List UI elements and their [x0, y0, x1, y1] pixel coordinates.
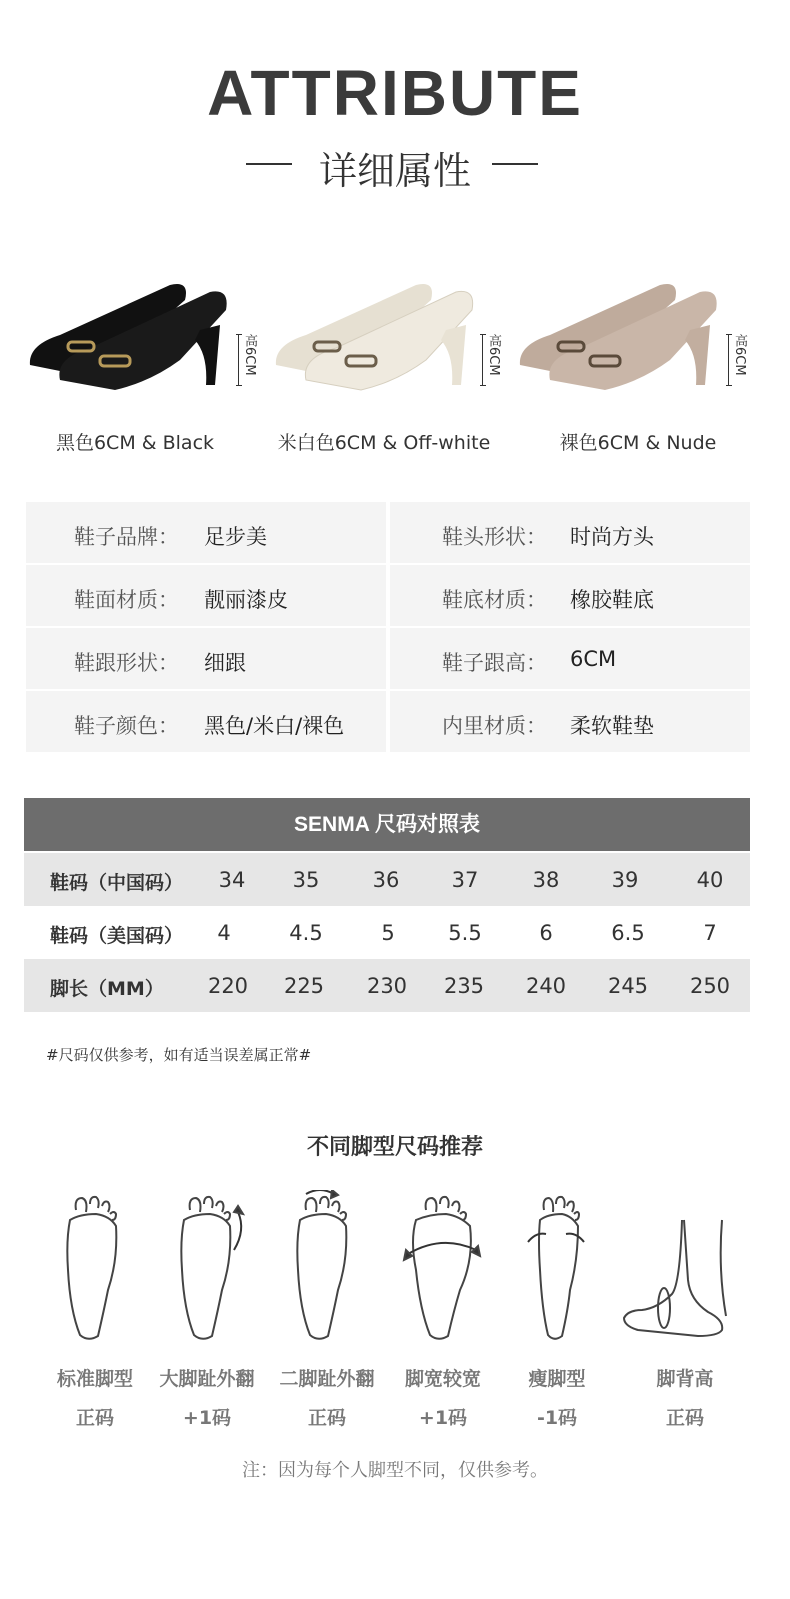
high-instep-icon [618, 1190, 738, 1349]
size-cell: 39 [611, 868, 639, 892]
size-cell: 4.5 [289, 921, 323, 945]
foot-type-advice: +1码 [418, 1407, 468, 1429]
size-row-foot-length [24, 959, 750, 1012]
size-cell: 240 [525, 974, 567, 998]
size-table-title: SENMA 尺码对照表 [24, 798, 750, 851]
size-cell: 5.5 [448, 921, 482, 945]
attribute-value: 靓丽漆皮 [204, 588, 288, 612]
attribute-value: 足步美 [204, 525, 267, 549]
big-toe-valgus-icon [160, 1190, 280, 1349]
foot-type-advice: 正码 [307, 1407, 346, 1429]
attribute-value: 时尚方头 [570, 525, 654, 549]
title-dash-right [492, 163, 538, 165]
foot-type-name: 大脚趾外翻 [159, 1368, 255, 1390]
size-note: #尺码仅供参考，如有适当误差属正常# [46, 1046, 312, 1064]
foot-type-advice: 正码 [665, 1407, 704, 1429]
attribute-row [26, 691, 750, 754]
shoe-image-black [20, 270, 250, 400]
foot-type-name: 标准脚型 [56, 1368, 133, 1390]
size-cell: 40 [696, 868, 724, 892]
attribute-value: 黑色/米白/裸色 [204, 714, 345, 738]
attribute-key: 鞋面材质： [74, 588, 179, 612]
attribute-key: 鞋子品牌： [74, 525, 179, 549]
size-cell: 7 [703, 921, 717, 945]
size-cell: 35 [292, 868, 320, 892]
foot-type-advice: -1码 [536, 1407, 578, 1429]
attribute-key: 鞋底材质： [442, 588, 547, 612]
page-subtitle: 详细属性 [318, 149, 471, 193]
attribute-value: 6CM [570, 647, 617, 671]
height-mark-black: 高6CM [242, 334, 257, 376]
size-cell: 5 [381, 921, 395, 945]
wide-foot-icon [396, 1190, 516, 1349]
standard-foot-icon [46, 1190, 166, 1349]
foot-type-name: 脚背高 [656, 1368, 714, 1390]
size-row-label: 脚长（MM） [50, 978, 164, 1000]
height-mark-offwhite: 高6CM [486, 334, 501, 376]
foot-types-title: 不同脚型尺码推荐 [306, 1135, 483, 1160]
attribute-key: 鞋子跟高： [442, 651, 547, 675]
page-title: ATTRIBUTE [207, 57, 583, 129]
shoe-label-offwhite: 米白色6CM & Off-white [277, 432, 491, 454]
size-cell: 245 [607, 974, 649, 998]
attribute-key: 鞋头形状： [442, 525, 547, 549]
size-cell: 230 [366, 974, 408, 998]
size-cell: 37 [451, 868, 479, 892]
foot-type-name: 瘦脚型 [528, 1368, 586, 1390]
second-toe-valgus-icon [276, 1190, 396, 1349]
shoe-image-nude [510, 270, 740, 400]
shoe-label-black: 黑色6CM & Black [55, 432, 215, 454]
attribute-table [26, 502, 750, 754]
attribute-row [26, 565, 750, 628]
foot-type-name: 脚宽较宽 [404, 1368, 481, 1390]
size-cell: 220 [207, 974, 249, 998]
foot-type-advice: 正码 [75, 1407, 114, 1429]
size-cell: 34 [218, 868, 246, 892]
attribute-key: 鞋跟形状： [74, 651, 179, 675]
size-cell: 6.5 [611, 921, 645, 945]
foot-type-name: 二脚趾外翻 [279, 1368, 375, 1390]
size-cell: 4 [217, 921, 231, 945]
shoe-label-nude: 裸色6CM & Nude [559, 432, 717, 454]
attribute-value: 橡胶鞋底 [570, 588, 654, 612]
size-row-label: 鞋码（美国码） [50, 925, 184, 947]
attribute-key: 内里材质： [442, 714, 547, 738]
height-mark-nude: 高6CM [732, 334, 747, 376]
attribute-row [26, 628, 750, 691]
shoe-image-offwhite [266, 270, 496, 400]
attribute-value: 细跟 [204, 651, 246, 675]
thin-foot-icon [512, 1190, 632, 1349]
size-cell: 225 [283, 974, 325, 998]
size-cell: 250 [689, 974, 731, 998]
size-cell: 235 [443, 974, 485, 998]
foot-types-footnote: 注：因为每个人脚型不同，仅供参考。 [242, 1460, 548, 1481]
foot-type-advice: +1码 [182, 1407, 232, 1429]
size-cell: 38 [532, 868, 560, 892]
size-cell: 36 [372, 868, 400, 892]
size-cell: 6 [539, 921, 553, 945]
size-row-us [24, 906, 750, 959]
size-row-cn [24, 853, 750, 906]
attribute-value: 柔软鞋垫 [570, 714, 654, 738]
attribute-key: 鞋子颜色： [74, 714, 179, 738]
size-row-label: 鞋码（中国码） [50, 872, 184, 894]
attribute-row [26, 502, 750, 565]
